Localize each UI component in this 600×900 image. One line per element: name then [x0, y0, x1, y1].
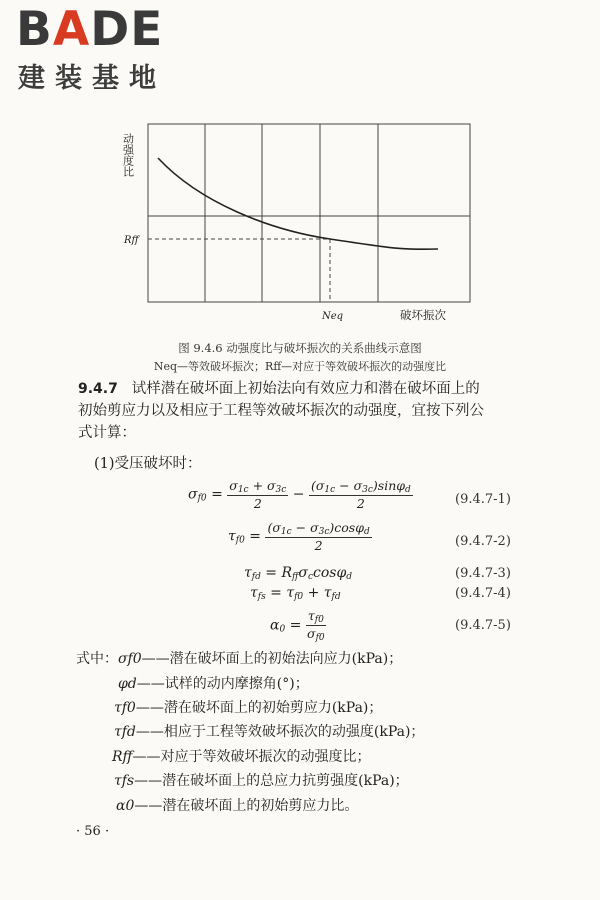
strength-ratio-chart: [110, 118, 480, 338]
definition-symbol: τf0: [114, 700, 136, 716]
strength-curve: [158, 158, 438, 249]
definition-1: [76, 648, 402, 668]
section-line-1: 试样潜在破坏面上初始法向有效应力和潜在破坏面上的: [131, 381, 480, 397]
equation-5: α0 = $\frac{\tau f0}{\sigma f0}$: [270, 608, 325, 643]
section-line-3: 式计算：: [78, 425, 136, 441]
definition-2: [118, 673, 309, 693]
definition-text: ——试样的动内摩擦角(°)；: [136, 676, 309, 692]
case-label: (1)受压破坏时：: [94, 456, 202, 472]
equation-3: τfd = Rffσccosφd: [244, 565, 353, 582]
equation-4: τfs = τf0 + τfd: [250, 585, 341, 602]
equation-5-number: (9.4.7-5): [455, 618, 511, 633]
logo-subtitle: 建装基地: [18, 63, 166, 94]
definition-symbol: τfd: [114, 724, 136, 740]
equation-2-number: (9.4.7-2): [455, 534, 511, 549]
logo-brand: BADE: [16, 2, 164, 57]
equation-3-number: (9.4.7-3): [455, 566, 511, 581]
brand-logo: [8, 2, 188, 94]
ref-y-label: Rff: [124, 235, 139, 246]
definitions-lead: 式中：: [76, 651, 118, 667]
definition-3: [114, 697, 382, 717]
definition-symbol: φd: [118, 676, 137, 692]
page-number: · 56 ·: [76, 824, 110, 839]
figure-caption-note: Neq—等效破坏振次；Rff—对应于等效破坏振次的动强度比: [153, 360, 447, 373]
definition-text: ——对应于等效破坏振次的动强度比；: [132, 749, 371, 765]
section-number: 9.4.7: [78, 381, 118, 397]
definition-7: [116, 795, 358, 815]
definition-symbol: τfs: [114, 773, 135, 789]
definition-text: ——潜在破坏面上的初始法向应力(kPa)；: [141, 651, 403, 667]
definition-text: ——潜在破坏面上的总应力抗剪强度(kPa)；: [134, 773, 409, 789]
equation-4-number: (9.4.7-4): [455, 586, 511, 601]
definition-4: [114, 721, 424, 741]
definition-symbol: α0: [116, 798, 135, 814]
equation-1: σf0 = $\frac{\sigma 1c + \sigma 3c}{2}$ − $\frac{(\sigma 1c - \sigma 3c)\sin\varphi d}{2}$: [188, 478, 411, 511]
equation-2: τf0 = $\frac{(\sigma 1c - \sigma 3c)\cos\varphi d}{2}$: [228, 520, 370, 553]
section-line-2: 初始剪应力以及相应于工程等效破坏振次的动强度，宜按下列公: [78, 403, 484, 419]
definition-text: ——潜在破坏面上的初始剪应力比。: [134, 798, 359, 814]
definition-5: [112, 746, 370, 766]
definition-text: ——潜在破坏面上的初始剪应力(kPa)；: [135, 700, 383, 716]
definition-6: [114, 770, 409, 790]
definition-symbol: σf0: [118, 651, 142, 667]
equation-1-number: (9.4.7-1): [455, 492, 511, 507]
section-paragraph: [78, 378, 548, 444]
definition-symbol: Rff: [112, 749, 133, 765]
definition-text: ——相应于工程等效破坏振次的动强度(kPa)；: [135, 724, 425, 740]
y-axis-label: 动强度比: [121, 133, 135, 177]
plot-frame: [148, 124, 470, 302]
figure-caption-title: 图 9.4.6 动强度比与破坏振次的关系曲线示意图: [178, 341, 422, 355]
x-axis-label: 破坏振次: [400, 308, 446, 322]
ref-x-label: Neq: [322, 311, 344, 322]
